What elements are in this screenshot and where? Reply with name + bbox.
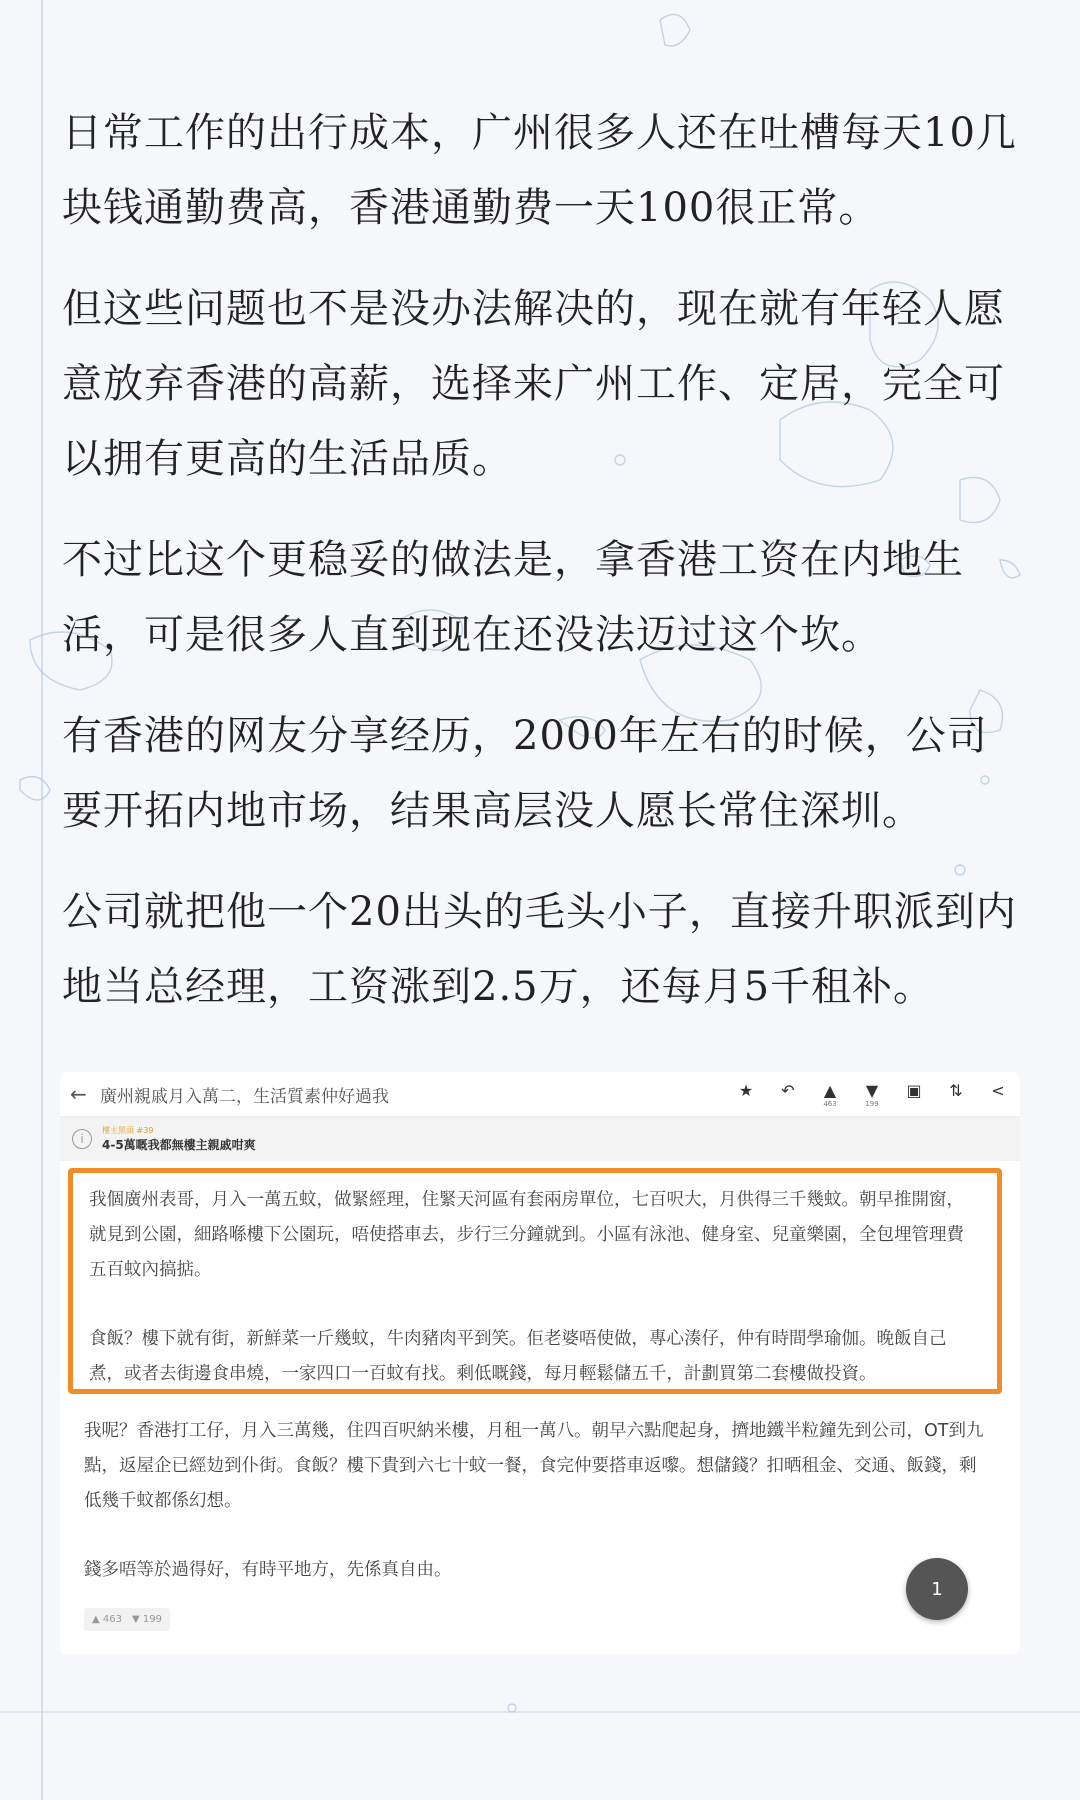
sort-icon[interactable]: ⇅: [949, 1080, 963, 1100]
thread-title: 廣州親戚月入萬二，生活質素仲好過我: [100, 1086, 389, 1107]
forum-top-bar: [60, 1072, 1020, 1117]
embedded-forum-screenshot: [60, 1072, 1020, 1654]
upvote-count: 463: [823, 1099, 837, 1108]
article-paragraph: 公司就把他一个20出头的毛头小子，直接升职派到内地当总经理，工资涨到2.5万，还每月5千租补。: [62, 889, 1017, 1010]
post-paragraph: 我個廣州表哥，月入一萬五蚊，做緊經理，住緊天河區有套兩房單位，七百呎大，月供得三千幾蚊。朝早推開窗，就見到公園，細路喺樓下公園玩，唔使搭車去，步行三分鐘就到。小區有泳池、健身室、兒童樂園，全包埋管理費五百蚊內搞掂。: [89, 1190, 964, 1280]
thread-toolbar: [734, 1081, 1010, 1108]
article-paragraph: 但这些问题也不是没办法解决的，现在就有年轻人愿意放弃香港的高薪，选择来广州工作、定居，完全可以拥有更高的生活品质。: [62, 286, 1005, 482]
share-icon[interactable]: <: [991, 1080, 1005, 1100]
article-body: [62, 96, 1022, 1051]
thumbs-up-icon[interactable]: ▲ 463: [823, 1080, 837, 1108]
highlighted-post: [68, 1168, 1002, 1394]
star-icon[interactable]: ★: [738, 1080, 754, 1100]
image-icon[interactable]: ▣: [906, 1080, 922, 1100]
post-paragraph: 錢多唔等於過得好，有時平地方，先係真自由。: [84, 1560, 452, 1580]
username: 樓主黑頭: [102, 1126, 134, 1135]
info-icon[interactable]: i: [72, 1129, 92, 1149]
article-paragraph: 不过比这个更稳妥的做法是，拿香港工资在内地生活，可是很多人直到现在还没法迈过这个坎。: [62, 537, 964, 658]
dislike-reaction[interactable]: ▼ 199: [131, 1614, 162, 1625]
like-reaction[interactable]: ▲ 463: [92, 1614, 122, 1625]
like-count: 463: [102, 1614, 122, 1625]
page-indicator-button[interactable]: 1: [906, 1558, 968, 1620]
article-paragraph: 有香港的网友分享经历，2000年左右的时候，公司要开拓内地市场，结果高层没人愿长常住深圳。: [62, 713, 988, 834]
post-paragraph: 我呢？香港打工仔，月入三萬幾，住四百呎納米樓，月租一萬八。朝早六點爬起身，擠地鐵半粒鐘先到公司，OT到九點，返屋企已經攰到仆街。食飯？樓下貴到六七十蚊一餐，食完仲要搭車返嚟。想儲錢？扣晒租金、交通、飯錢，剩低幾千蚊都係幻想。: [84, 1421, 984, 1511]
post-number: #39: [136, 1126, 154, 1135]
article-paragraph: 日常工作的出行成本，广州很多人还在吐槽每天10几块钱通勤费高，香港通勤费一天100很正常。: [62, 110, 1017, 231]
post-subtitle: 4-5萬嘅我都無樓主親戚咁爽: [102, 1138, 256, 1152]
reaction-bar: [84, 1608, 170, 1631]
reply-post: [84, 1414, 984, 1588]
reply-icon[interactable]: ↶: [781, 1080, 795, 1100]
downvote-count: 199: [865, 1099, 879, 1108]
thumbs-down-icon[interactable]: ▼ 199: [865, 1080, 879, 1108]
post-paragraph: 食飯？樓下就有街，新鮮菜一斤幾蚊，牛肉豬肉平到笑。佢老婆唔使做，專心湊仔，仲有時間學瑜伽。晚飯自己煮，或者去街邊食串燒，一家四口一百蚊有找。剩低嘅錢，每月輕鬆儲五千，計劃買第二套樓做投資。: [89, 1329, 947, 1384]
post-header: [60, 1117, 1020, 1161]
back-arrow-icon[interactable]: ←: [70, 1082, 87, 1106]
dislike-count: 199: [142, 1614, 162, 1625]
